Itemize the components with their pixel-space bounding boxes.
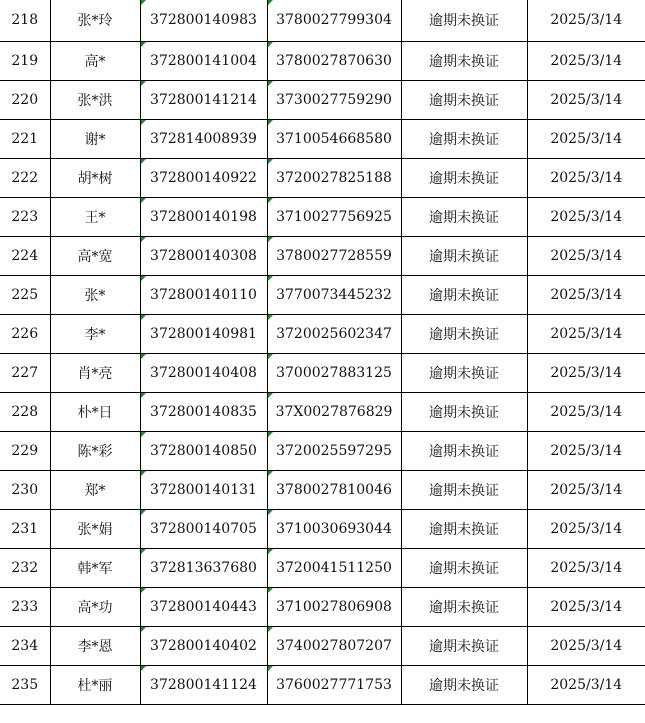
record-number-cell: 3780027728559 (267, 236, 401, 275)
row-number-cell: 235 (0, 665, 50, 704)
name-cell: 胡*树 (50, 158, 140, 197)
name-cell: 张*洪 (50, 80, 140, 119)
id-number-cell: 372800140705 (140, 509, 267, 548)
name-cell: 王* (50, 197, 140, 236)
row-number-cell: 219 (0, 41, 50, 80)
record-number-cell: 3710027806908 (267, 587, 401, 626)
name-cell: 张*玲 (50, 0, 140, 41)
table-row (0, 275, 645, 314)
name-cell: 高* (50, 41, 140, 80)
row-number-cell: 226 (0, 314, 50, 353)
status-cell: 逾期未换证 (401, 626, 527, 665)
id-number-cell: 372800141004 (140, 41, 267, 80)
name-cell: 李*恩 (50, 626, 140, 665)
record-number-cell: 3700027883125 (267, 353, 401, 392)
date-cell: 2025/3/14 (527, 80, 645, 119)
status-cell: 逾期未换证 (401, 509, 527, 548)
id-number-cell: 372800140308 (140, 236, 267, 275)
id-number-cell: 372800140922 (140, 158, 267, 197)
date-cell: 2025/3/14 (527, 236, 645, 275)
record-number-cell: 3730027759290 (267, 80, 401, 119)
status-cell: 逾期未换证 (401, 431, 527, 470)
row-number-cell: 233 (0, 587, 50, 626)
record-number-cell: 3720041511250 (267, 548, 401, 587)
table-row (0, 0, 645, 41)
record-number-cell: 3720027825188 (267, 158, 401, 197)
record-number-cell: 37X0027876829 (267, 392, 401, 431)
row-number-cell: 230 (0, 470, 50, 509)
name-cell: 杜*丽 (50, 665, 140, 704)
date-cell: 2025/3/14 (527, 197, 645, 236)
row-number-cell: 222 (0, 158, 50, 197)
date-cell: 2025/3/14 (527, 626, 645, 665)
id-number-cell: 372800140850 (140, 431, 267, 470)
date-cell: 2025/3/14 (527, 41, 645, 80)
status-cell: 逾期未换证 (401, 119, 527, 158)
row-number-cell: 223 (0, 197, 50, 236)
status-cell: 逾期未换证 (401, 548, 527, 587)
record-number-cell: 3780027870630 (267, 41, 401, 80)
record-number-cell: 3780027810046 (267, 470, 401, 509)
id-number-cell: 372800140981 (140, 314, 267, 353)
name-cell: 肖*亮 (50, 353, 140, 392)
name-cell: 韩*军 (50, 548, 140, 587)
table-row (0, 509, 645, 548)
status-cell: 逾期未换证 (401, 314, 527, 353)
row-number-cell: 220 (0, 80, 50, 119)
date-cell: 2025/3/14 (527, 275, 645, 314)
id-number-cell: 372800140402 (140, 626, 267, 665)
date-cell: 2025/3/14 (527, 158, 645, 197)
row-number-cell: 228 (0, 392, 50, 431)
date-cell: 2025/3/14 (527, 314, 645, 353)
status-cell: 逾期未换证 (401, 197, 527, 236)
status-cell: 逾期未换证 (401, 665, 527, 704)
record-number-cell: 3760027771753 (267, 665, 401, 704)
row-number-cell: 229 (0, 431, 50, 470)
table-row (0, 314, 645, 353)
record-number-cell: 3720025597295 (267, 431, 401, 470)
row-number-cell: 232 (0, 548, 50, 587)
table-row (0, 353, 645, 392)
row-number-cell: 227 (0, 353, 50, 392)
date-cell: 2025/3/14 (527, 392, 645, 431)
date-cell: 2025/3/14 (527, 119, 645, 158)
date-cell: 2025/3/14 (527, 431, 645, 470)
date-cell: 2025/3/14 (527, 353, 645, 392)
id-number-cell: 372813637680 (140, 548, 267, 587)
row-number-cell: 225 (0, 275, 50, 314)
record-number-cell: 3720025602347 (267, 314, 401, 353)
id-number-cell: 372800140408 (140, 353, 267, 392)
status-cell: 逾期未换证 (401, 158, 527, 197)
status-cell: 逾期未换证 (401, 353, 527, 392)
table-row (0, 392, 645, 431)
table-row (0, 431, 645, 470)
name-cell: 李* (50, 314, 140, 353)
date-cell: 2025/3/14 (527, 470, 645, 509)
table-row (0, 626, 645, 665)
id-number-cell: 372800140131 (140, 470, 267, 509)
status-cell: 逾期未换证 (401, 392, 527, 431)
table-row (0, 665, 645, 704)
table-row (0, 548, 645, 587)
row-number-cell: 231 (0, 509, 50, 548)
id-number-cell: 372814008939 (140, 119, 267, 158)
record-number-cell: 3770073445232 (267, 275, 401, 314)
date-cell: 2025/3/14 (527, 509, 645, 548)
name-cell: 张*娟 (50, 509, 140, 548)
name-cell: 朴*日 (50, 392, 140, 431)
status-cell: 逾期未换证 (401, 0, 527, 41)
name-cell: 谢* (50, 119, 140, 158)
id-number-cell: 372800140443 (140, 587, 267, 626)
table-row (0, 236, 645, 275)
date-cell: 2025/3/14 (527, 548, 645, 587)
id-number-cell: 372800141214 (140, 80, 267, 119)
table-row (0, 197, 645, 236)
table-row (0, 41, 645, 80)
name-cell: 高*宽 (50, 236, 140, 275)
date-cell: 2025/3/14 (527, 665, 645, 704)
table-row (0, 80, 645, 119)
id-number-cell: 372800140835 (140, 392, 267, 431)
status-cell: 逾期未换证 (401, 470, 527, 509)
row-number-cell: 218 (0, 0, 50, 41)
date-cell: 2025/3/14 (527, 0, 645, 41)
table-row (0, 158, 645, 197)
status-cell: 逾期未换证 (401, 587, 527, 626)
name-cell: 张* (50, 275, 140, 314)
status-cell: 逾期未换证 (401, 275, 527, 314)
id-number-cell: 372800141124 (140, 665, 267, 704)
record-number-cell: 3710027756925 (267, 197, 401, 236)
id-number-cell: 372800140110 (140, 275, 267, 314)
name-cell: 陈*彩 (50, 431, 140, 470)
table-row (0, 470, 645, 509)
table-row (0, 119, 645, 158)
status-cell: 逾期未换证 (401, 236, 527, 275)
name-cell: 高*功 (50, 587, 140, 626)
row-number-cell: 224 (0, 236, 50, 275)
record-number-cell: 3710030693044 (267, 509, 401, 548)
record-number-cell: 3740027807207 (267, 626, 401, 665)
name-cell: 郑* (50, 470, 140, 509)
row-number-cell: 234 (0, 626, 50, 665)
id-number-cell: 372800140983 (140, 0, 267, 41)
status-cell: 逾期未换证 (401, 41, 527, 80)
row-number-cell: 221 (0, 119, 50, 158)
table-row (0, 587, 645, 626)
date-cell: 2025/3/14 (527, 587, 645, 626)
record-number-cell: 3710054668580 (267, 119, 401, 158)
id-number-cell: 372800140198 (140, 197, 267, 236)
record-number-cell: 3780027799304 (267, 0, 401, 41)
status-cell: 逾期未换证 (401, 80, 527, 119)
